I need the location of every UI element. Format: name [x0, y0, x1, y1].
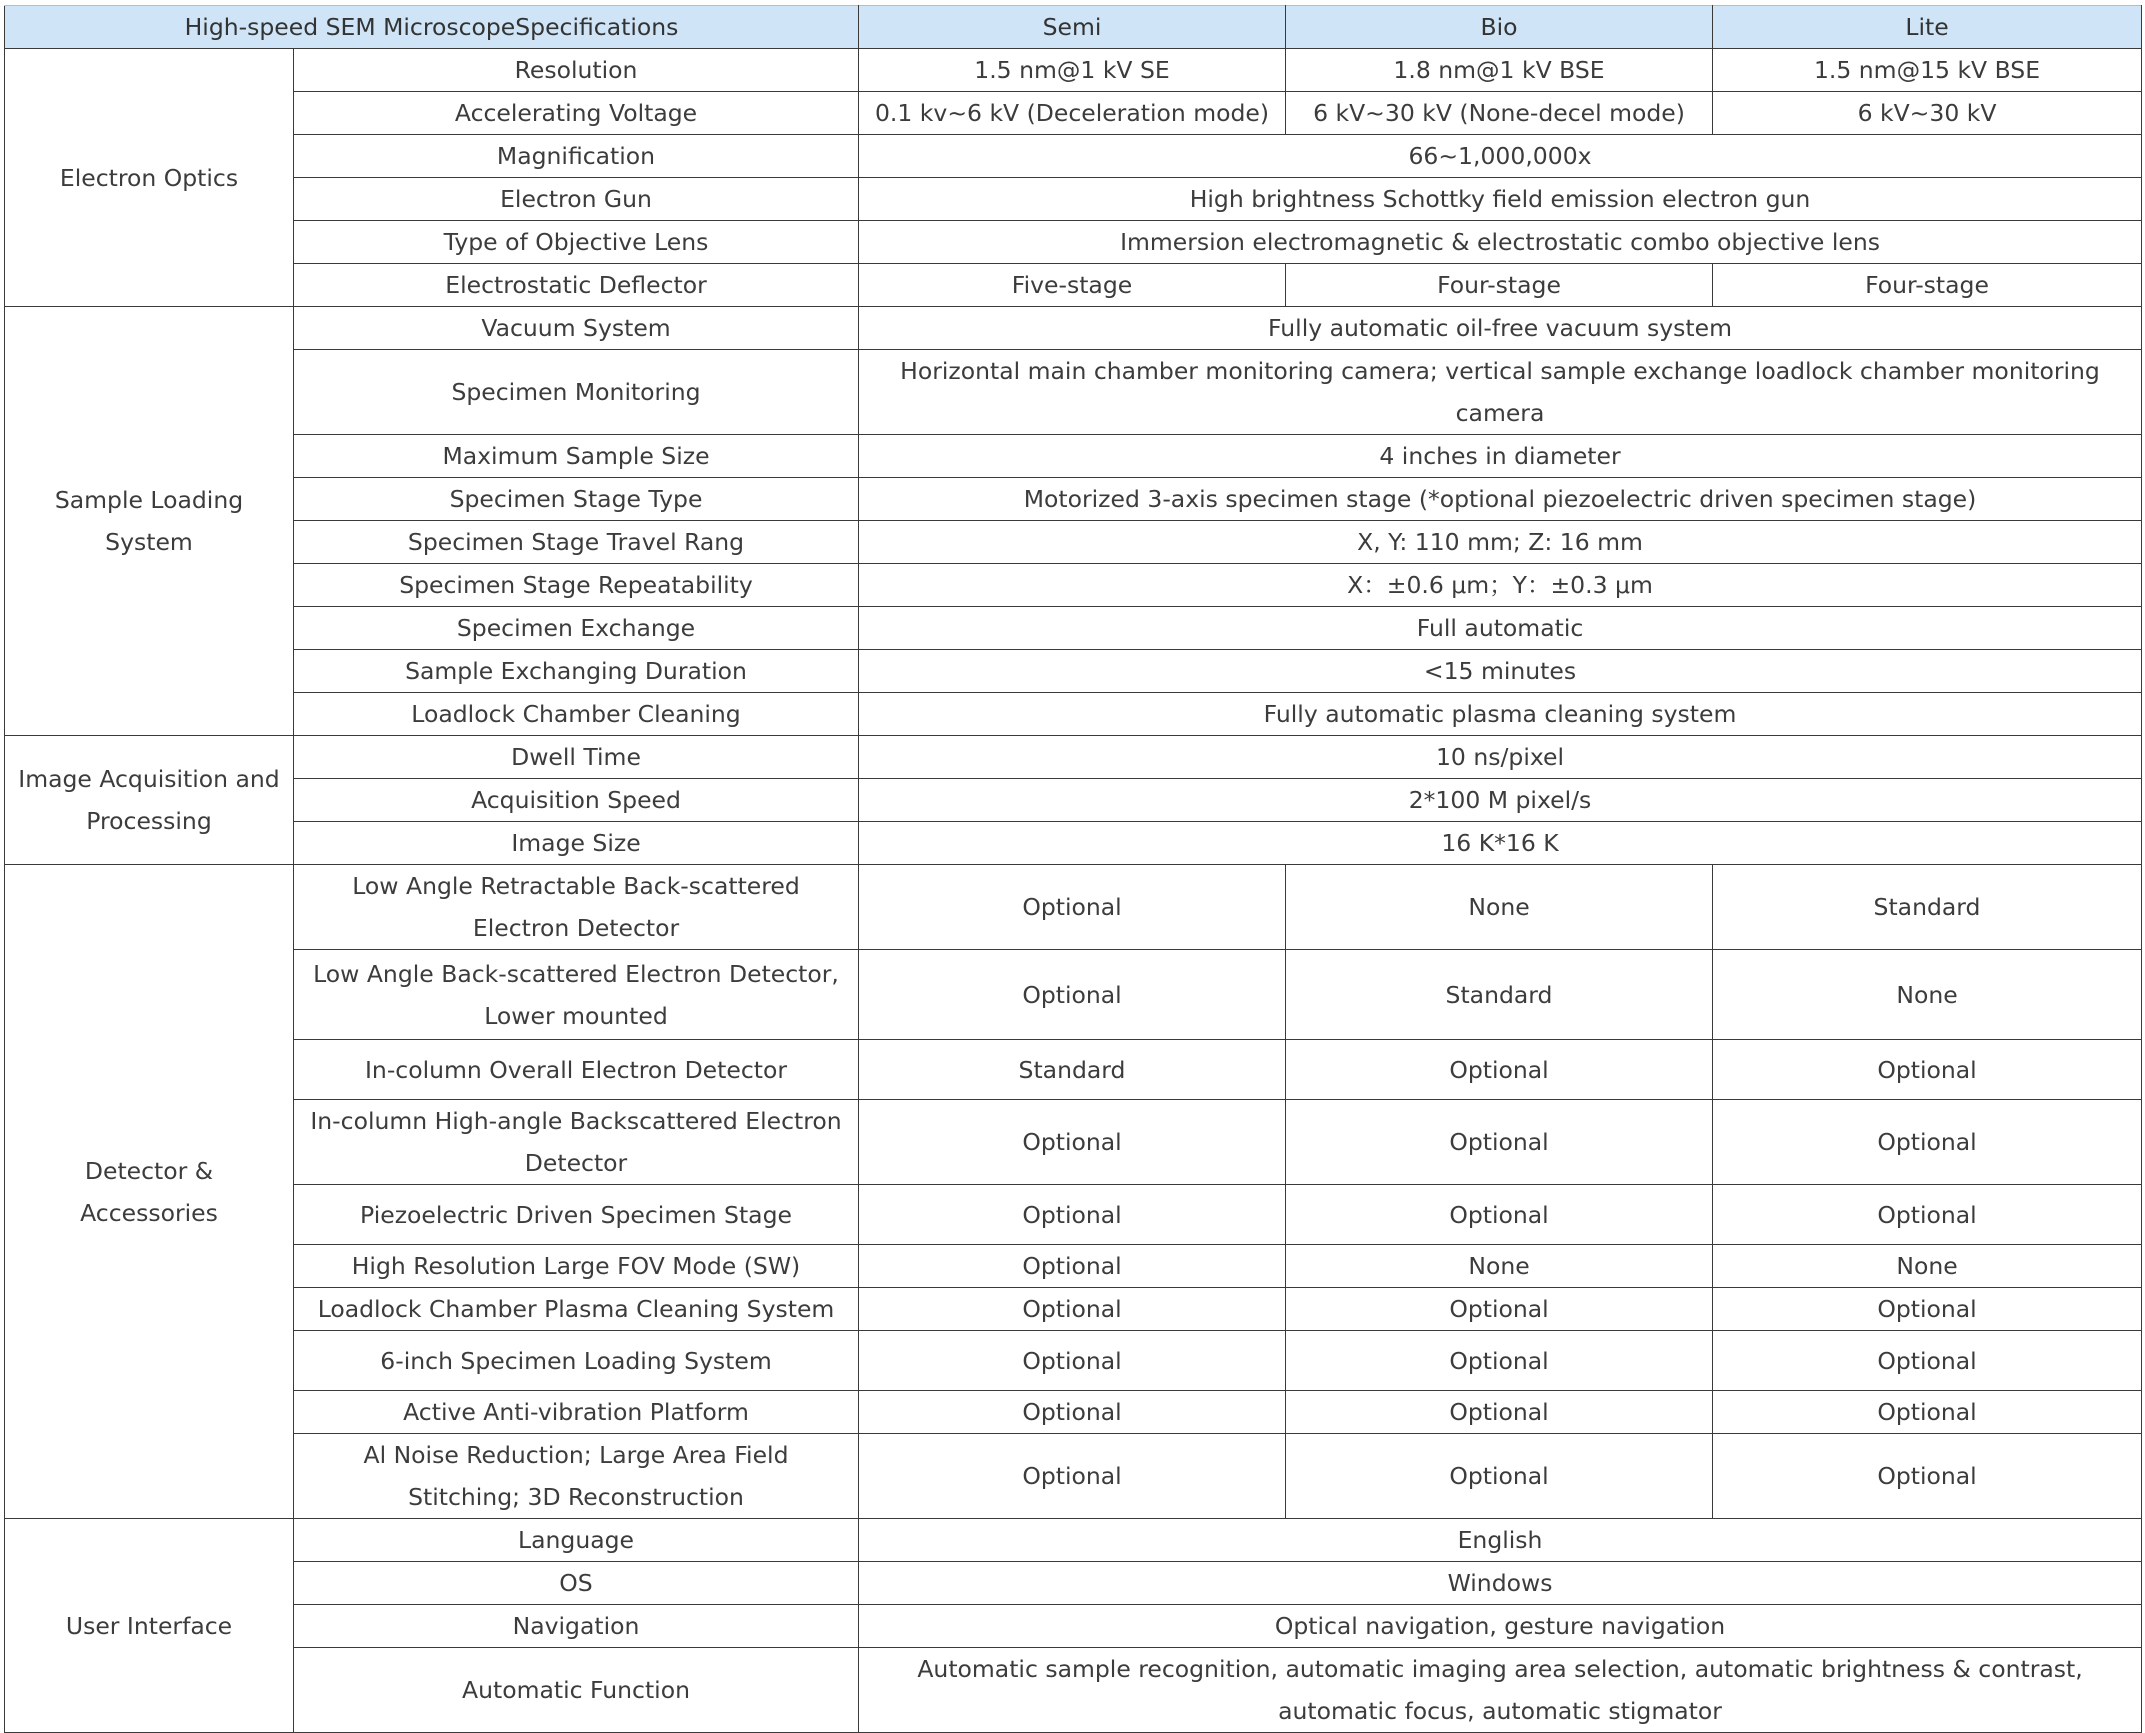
header-row [5, 6, 2142, 49]
column-header-semi: Semi [859, 6, 1286, 49]
spec-feature: Electron Gun [294, 178, 859, 221]
table-row [5, 693, 2142, 736]
spec-feature: Type of Objective Lens [294, 221, 859, 264]
spec-feature: Specimen Monitoring [294, 350, 859, 435]
spec-feature: Piezoelectric Driven Specimen Stage [294, 1185, 859, 1245]
spec-feature: Specimen Stage Repeatability [294, 564, 859, 607]
table-row [5, 1648, 2142, 1733]
spec-value-all: 2*100 M pixel/s [859, 779, 2142, 822]
spec-value-bio: Optional [1286, 1185, 1713, 1245]
spec-value-semi: Optional [859, 1185, 1286, 1245]
table-row [5, 92, 2142, 135]
table-row [5, 307, 2142, 350]
spec-value-semi: Optional [859, 865, 1286, 950]
table-row [5, 221, 2142, 264]
table-row [5, 1434, 2142, 1519]
spec-feature: Low Angle Back-scattered Electron Detector, Lower mounted [294, 950, 859, 1040]
spec-value-semi: Optional [859, 1391, 1286, 1434]
spec-feature: 6-inch Specimen Loading System [294, 1331, 859, 1391]
spec-feature: In-column High-angle Backscattered Electron Detector [294, 1100, 859, 1185]
spec-feature: Vacuum System [294, 307, 859, 350]
spec-value-bio: Optional [1286, 1288, 1713, 1331]
table-row [5, 1040, 2142, 1100]
table-row [5, 865, 2142, 950]
spec-value-all: High brightness Schottky field emission electron gun [859, 178, 2142, 221]
spec-value-lite: Optional [1713, 1331, 2142, 1391]
spec-feature: Specimen Stage Travel Rang [294, 521, 859, 564]
table-row [5, 1605, 2142, 1648]
spec-table [4, 5, 2142, 1733]
table-row [5, 135, 2142, 178]
spec-value-all: Fully automatic plasma cleaning system [859, 693, 2142, 736]
spec-feature: Al Noise Reduction; Large Area Field Stitching; 3D Reconstruction [294, 1434, 859, 1519]
spec-value-lite: Optional [1713, 1100, 2142, 1185]
spec-value-semi: 1.5 nm@1 kV SE [859, 49, 1286, 92]
spec-feature: In-column Overall Electron Detector [294, 1040, 859, 1100]
spec-value-semi: Optional [859, 1288, 1286, 1331]
spec-value-semi: 0.1 kv~6 kV (Deceleration mode) [859, 92, 1286, 135]
spec-value-all: Immersion electromagnetic & electrostatic combo objective lens [859, 221, 2142, 264]
spec-value-all: <15 minutes [859, 650, 2142, 693]
table-title: High-speed SEM MicroscopeSpecifications [5, 6, 859, 49]
spec-value-all: 10 ns/pixel [859, 736, 2142, 779]
row-group-label: Electron Optics [5, 49, 294, 307]
table-row [5, 950, 2142, 1040]
spec-feature: Low Angle Retractable Back-scattered Electron Detector [294, 865, 859, 950]
spec-value-bio: Optional [1286, 1434, 1713, 1519]
table-row [5, 650, 2142, 693]
table-row [5, 264, 2142, 307]
spec-feature: Language [294, 1519, 859, 1562]
table-row [5, 822, 2142, 865]
spec-value-all: 4 inches in diameter [859, 435, 2142, 478]
table-row [5, 736, 2142, 779]
column-header-bio: Bio [1286, 6, 1713, 49]
spec-value-all: Optical navigation, gesture navigation [859, 1605, 2142, 1648]
spec-feature: Maximum Sample Size [294, 435, 859, 478]
table-row [5, 1331, 2142, 1391]
table-header [5, 6, 2142, 49]
table-row [5, 1519, 2142, 1562]
spec-feature: Accelerating Voltage [294, 92, 859, 135]
spec-value-all: Full automatic [859, 607, 2142, 650]
spec-value-bio: Optional [1286, 1040, 1713, 1100]
table-row [5, 478, 2142, 521]
spec-feature: Acquisition Speed [294, 779, 859, 822]
row-group-label: Sample Loading System [5, 307, 294, 736]
row-group-label: User Interface [5, 1519, 294, 1733]
spec-value-all: 16 K*16 K [859, 822, 2142, 865]
column-header-lite: Lite [1713, 6, 2142, 49]
table-row [5, 1100, 2142, 1185]
spec-value-semi: Optional [859, 1331, 1286, 1391]
spec-value-lite: 1.5 nm@15 kV BSE [1713, 49, 2142, 92]
spec-value-all: Horizontal main chamber monitoring camera; vertical sample exchange loadlock chamber monitoring camera [859, 350, 2142, 435]
table-body [5, 49, 2142, 1733]
table-row [5, 178, 2142, 221]
spec-value-lite: Optional [1713, 1185, 2142, 1245]
spec-table-container [4, 5, 2141, 1733]
table-row [5, 779, 2142, 822]
spec-value-semi: Optional [859, 1245, 1286, 1288]
spec-feature: Navigation [294, 1605, 859, 1648]
spec-feature: Loadlock Chamber Plasma Cleaning System [294, 1288, 859, 1331]
table-row [5, 1288, 2142, 1331]
spec-value-semi: Five-stage [859, 264, 1286, 307]
spec-value-lite: None [1713, 1245, 2142, 1288]
spec-value-semi: Standard [859, 1040, 1286, 1100]
spec-value-lite: Standard [1713, 865, 2142, 950]
spec-value-bio: Standard [1286, 950, 1713, 1040]
spec-value-bio: Four-stage [1286, 264, 1713, 307]
spec-value-all: 66~1,000,000x [859, 135, 2142, 178]
spec-feature: Resolution [294, 49, 859, 92]
spec-feature: Automatic Function [294, 1648, 859, 1733]
table-row [5, 435, 2142, 478]
table-row [5, 1391, 2142, 1434]
spec-value-lite: Optional [1713, 1434, 2142, 1519]
spec-feature: Specimen Stage Type [294, 478, 859, 521]
spec-value-lite: 6 kV~30 kV [1713, 92, 2142, 135]
spec-value-bio: Optional [1286, 1391, 1713, 1434]
spec-value-all: Fully automatic oil-free vacuum system [859, 307, 2142, 350]
spec-value-all: Automatic sample recognition, automatic imaging area selection, automatic brightness & contrast, automatic focus, automatic stigmator [859, 1648, 2142, 1733]
spec-value-all: English [859, 1519, 2142, 1562]
table-row [5, 49, 2142, 92]
table-row [5, 1562, 2142, 1605]
spec-feature: High Resolution Large FOV Mode (SW) [294, 1245, 859, 1288]
spec-value-lite: Four-stage [1713, 264, 2142, 307]
spec-value-lite: None [1713, 950, 2142, 1040]
spec-value-bio: Optional [1286, 1100, 1713, 1185]
spec-value-all: Motorized 3-axis specimen stage (*optional piezoelectric driven specimen stage) [859, 478, 2142, 521]
spec-value-lite: Optional [1713, 1040, 2142, 1100]
table-row [5, 350, 2142, 435]
table-row [5, 1185, 2142, 1245]
table-row [5, 564, 2142, 607]
spec-value-semi: Optional [859, 950, 1286, 1040]
spec-value-lite: Optional [1713, 1391, 2142, 1434]
spec-value-lite: Optional [1713, 1288, 2142, 1331]
table-row [5, 1245, 2142, 1288]
spec-feature: Magnification [294, 135, 859, 178]
spec-feature: Dwell Time [294, 736, 859, 779]
spec-value-bio: Optional [1286, 1331, 1713, 1391]
spec-value-all: X, Y: 110 mm; Z: 16 mm [859, 521, 2142, 564]
spec-feature: Image Size [294, 822, 859, 865]
spec-feature: OS [294, 1562, 859, 1605]
spec-feature: Specimen Exchange [294, 607, 859, 650]
spec-value-bio: None [1286, 1245, 1713, 1288]
spec-feature: Loadlock Chamber Cleaning [294, 693, 859, 736]
spec-value-semi: Optional [859, 1100, 1286, 1185]
table-row [5, 521, 2142, 564]
spec-value-bio: 1.8 nm@1 kV BSE [1286, 49, 1713, 92]
spec-value-bio: None [1286, 865, 1713, 950]
row-group-label: Detector & Accessories [5, 865, 294, 1519]
spec-value-all: Windows [859, 1562, 2142, 1605]
spec-value-bio: 6 kV~30 kV (None-decel mode) [1286, 92, 1713, 135]
spec-feature: Active Anti-vibration Platform [294, 1391, 859, 1434]
table-row [5, 607, 2142, 650]
row-group-label: Image Acquisition and Processing [5, 736, 294, 865]
spec-feature: Sample Exchanging Duration [294, 650, 859, 693]
spec-feature: Electrostatic Deflector [294, 264, 859, 307]
spec-value-all: X：±0.6 μm；Y：±0.3 μm [859, 564, 2142, 607]
spec-value-semi: Optional [859, 1434, 1286, 1519]
